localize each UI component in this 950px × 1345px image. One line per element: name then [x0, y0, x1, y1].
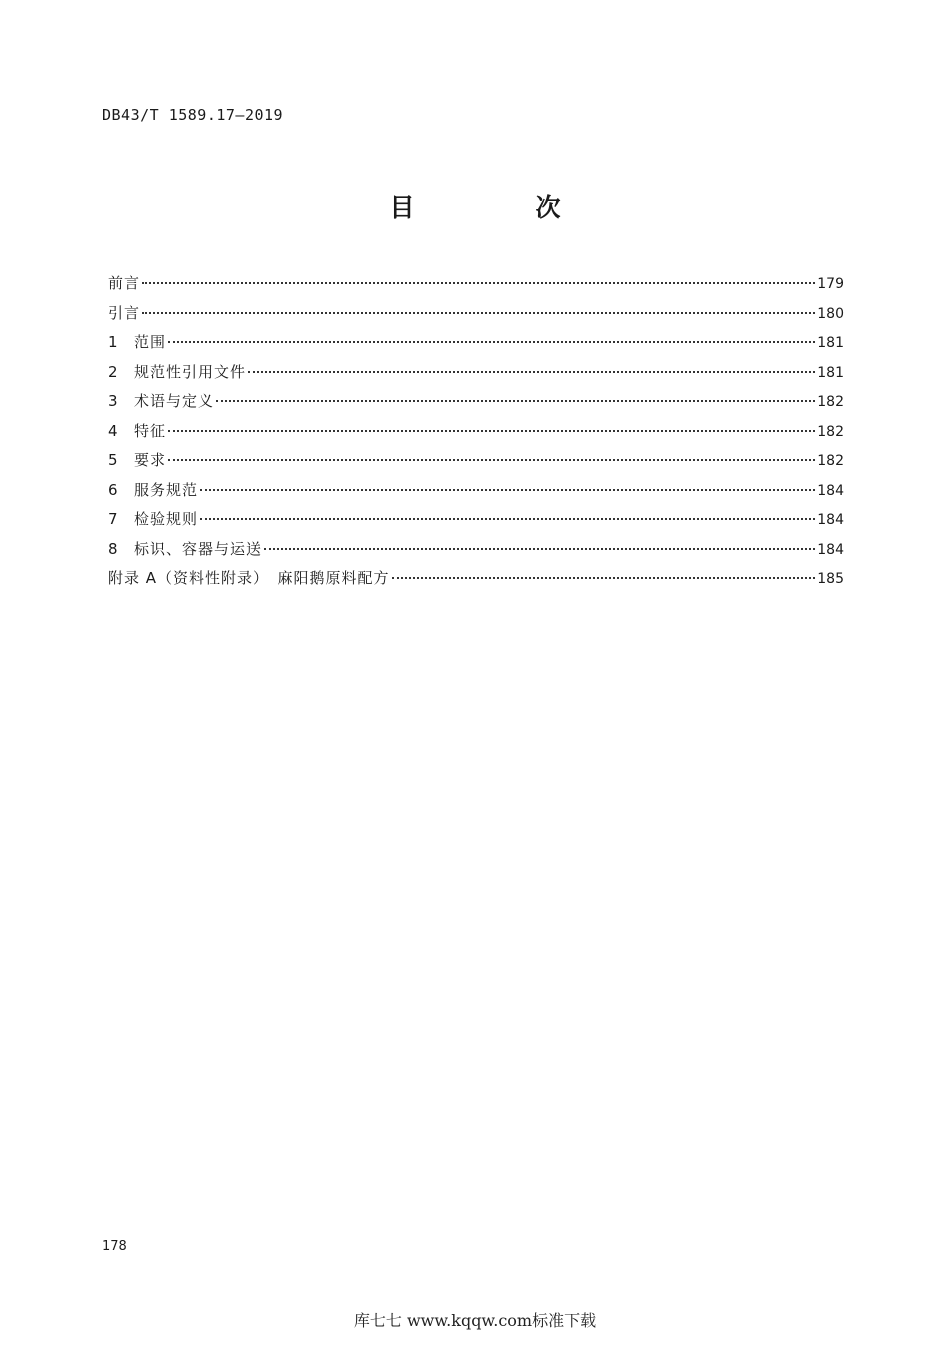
toc-entry-number: 7 — [108, 510, 118, 528]
toc-entry-3[interactable] — [108, 389, 844, 419]
page-title: 目 次 — [389, 193, 609, 222]
toc-entry-appendix-a[interactable] — [108, 566, 844, 596]
toc-leader-dots — [168, 430, 815, 432]
standard-code: DB43/T 1589.17—2019 — [102, 106, 284, 124]
toc-entry-number: 8 — [108, 539, 118, 558]
toc-entry-label: 服务规范 — [134, 480, 199, 499]
toc-entry-5[interactable] — [108, 448, 844, 478]
table-of-contents — [108, 271, 844, 596]
toc-entry-7[interactable] — [108, 507, 844, 537]
toc-leader-dots — [200, 518, 815, 520]
toc-entry-label: 术语与定义 — [134, 392, 215, 410]
toc-entry-page: 184 — [817, 482, 844, 499]
toc-entry-number: 4 — [108, 421, 118, 440]
toc-entry-introduction[interactable] — [108, 301, 844, 331]
toc-entry-page: 184 — [817, 541, 844, 558]
toc-entry-number: 5 — [108, 451, 118, 469]
watermark-text: 库七七 www.kqqw.com标准下载 — [353, 1311, 597, 1330]
toc-leader-dots — [392, 577, 816, 579]
toc-entry-label: 附录 A（资料性附录） 麻阳鹅原料配方 — [108, 569, 390, 587]
toc-entry-2[interactable] — [108, 360, 844, 390]
toc-leader-dots — [168, 459, 815, 461]
toc-entry-page: 182 — [817, 394, 844, 410]
toc-entry-page: 184 — [817, 512, 844, 528]
toc-entry-6[interactable] — [108, 478, 844, 508]
toc-entry-number: 6 — [108, 480, 118, 499]
toc-entry-number: 2 — [108, 362, 118, 381]
toc-entry-label: 特征 — [134, 421, 167, 440]
toc-entry-label: 范围 — [134, 333, 167, 351]
toc-entry-preface[interactable] — [108, 271, 844, 301]
toc-entry-label: 规范性引用文件 — [134, 362, 247, 381]
toc-entry-label: 检验规则 — [134, 510, 199, 528]
toc-entry-4[interactable] — [108, 419, 844, 449]
page-number: 178 — [102, 1239, 127, 1254]
toc-entry-page: 185 — [817, 571, 844, 587]
toc-entry-page: 181 — [817, 364, 844, 381]
toc-leader-dots — [264, 548, 815, 550]
toc-entry-number: 1 — [108, 333, 118, 351]
toc-entry-1[interactable] — [108, 330, 844, 360]
toc-leader-dots — [142, 312, 815, 314]
toc-entry-label: 前言 — [108, 274, 141, 292]
toc-entry-label: 要求 — [134, 451, 167, 469]
toc-entry-number: 3 — [108, 392, 118, 410]
toc-entry-label: 标识、容器与运送 — [134, 539, 263, 558]
toc-leader-dots — [142, 282, 815, 284]
toc-entry-page: 181 — [817, 335, 844, 351]
toc-entry-page: 180 — [817, 305, 844, 322]
toc-leader-dots — [168, 341, 815, 343]
toc-leader-dots — [216, 400, 815, 402]
toc-entry-page: 179 — [817, 276, 844, 292]
toc-leader-dots — [248, 371, 815, 373]
toc-entry-8[interactable] — [108, 537, 844, 567]
toc-entry-page: 182 — [817, 423, 844, 440]
toc-entry-label: 引言 — [108, 303, 141, 322]
toc-leader-dots — [200, 489, 815, 491]
toc-entry-page: 182 — [817, 453, 844, 469]
